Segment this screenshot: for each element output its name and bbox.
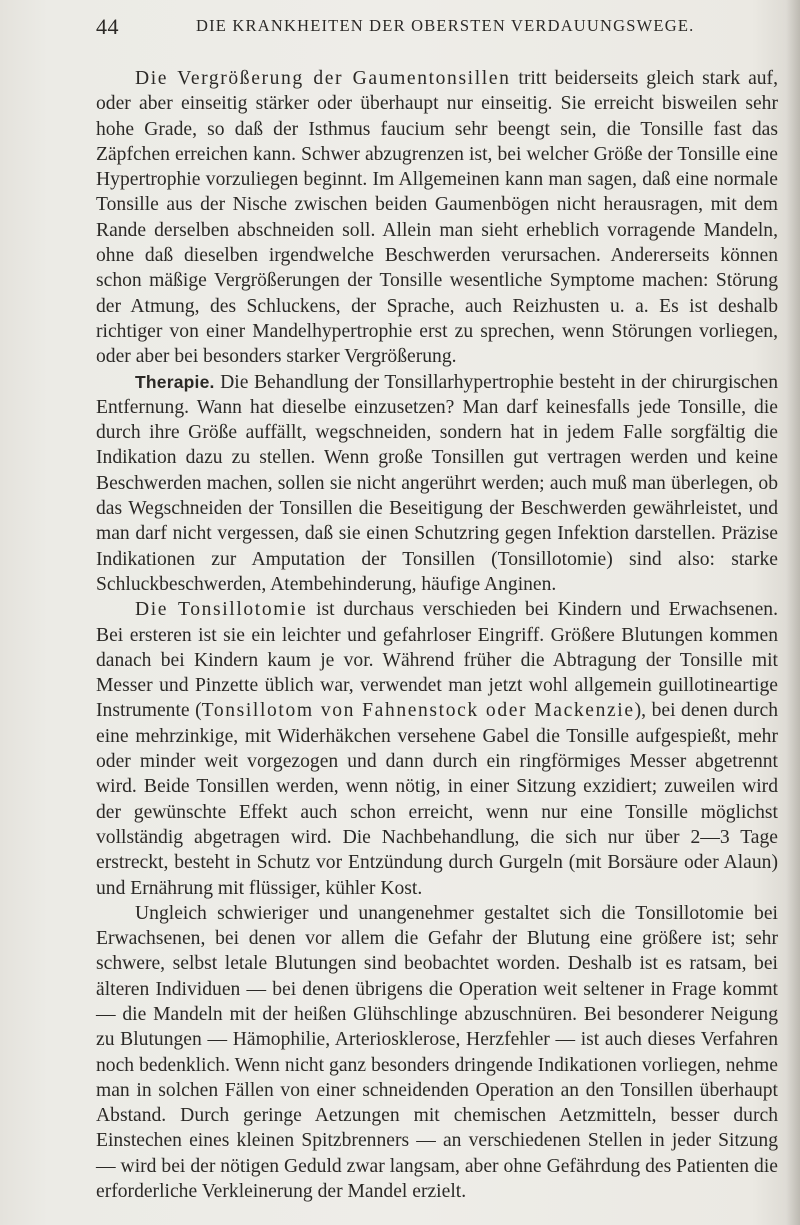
paragraph-text: ist durchaus verschieden bei Kindern und Erwachsenen. Bei ersteren ist sie ein leichter und gefahrloser Eingriff. Größere Blutungen kommen danach bei Kindern kaum je vor. Während früher die Abtragung der Tonsille mit Messer und Pinzette üblich war, verwendet man jetzt wohl allgemein guillotineartige Instrumente ( bbox=[96, 599, 778, 722]
spaced-instrument: Tonsillotom von Fahnenstock oder Mackenzie bbox=[201, 700, 635, 722]
page-number: 44 bbox=[96, 14, 119, 39]
paragraph-text: Die Behandlung der Tonsillarhypertrophie besteht in der chirurgischen Entfernung. Wann hat dieselbe einzusetzen? Man darf keinesfalls jede Tonsille, die durch ihre Größe auffällt, wegschneiden, sondern hat in jedem Falle sorgfältig die Indikation dazu zu stellen. Wenn große Tonsillen gut vertragen werden und keine Beschwerden machen, sollen sie nicht angerührt werden; auch muß man überlegen, ob das Wegschneiden der Tonsillen die Beseitigung der Beschwerden gewährleistet, und man darf nicht vergessen, daß sie einen Schutzring gegen Infektion darstellen. Präzise Indikationen zur Amputation der Tonsillen (Tonsillotomie) sind also: starke Schluckbeschwerden, Atembehinderung, häufige Anginen. bbox=[96, 371, 778, 595]
paragraph-adults bbox=[96, 901, 778, 1205]
spaced-term: Die Tonsillotomie bbox=[135, 599, 308, 621]
body-text bbox=[96, 66, 778, 1204]
running-title: DIE KRANKHEITEN DER OBERSTEN VERDAUUNGSWEGE. bbox=[196, 16, 695, 35]
paragraph-text: ), bei denen durch eine mehrzinkige, mit Widerhäkchen versehene Gabel die Tonsille aufgespießt, mehr oder minder weit vorgezogen und dann durch ein ringförmiges Messer abgetrennt wird. Beide Tonsillen werden, wenn nötig, in einer Sitzung exzidiert; zuweilen wird der gewünschte Effekt auch schon erreicht, wenn nur eine Tonsille möglichst vollständig abgetragen wird. Die Nachbehandlung, die sich nur über 2—3 Tage erstreckt, besteht in Schutz vor Entzündung durch Gurgeln (mit Borsäure oder Alaun) und Ernährung mit flüssiger, kühler Kost. bbox=[96, 700, 778, 899]
paragraph-text: tritt beiderseits gleich stark auf, oder aber einseitig stärker oder überhaupt nur einseitig. Sie erreicht bisweilen sehr hohe Grade, so daß der Isthmus faucium sehr beengt sein, die Tonsille fast das Zäpfchen erreichen kann. Schwer abzugrenzen ist, bei welcher Größe der Tonsille eine Hypertrophie vorzuliegen beginnt. Im Allgemeinen kann man sagen, daß eine normale Tonsille aus der Nische zwischen beiden Gaumenbögen nicht herausragen, mit dem Rande derselben abschneiden soll. Allein man sieht erheblich vorragende Mandeln, ohne daß dieselben irgendwelche Beschwerden verursachen. Andererseits können schon mäßige Vergrößerungen der Tonsille wesentliche Symptome machen: Störung der Atmung, des Schluckens, der Sprache, auch Reizhusten u. a. Es ist deshalb richtiger von einer Mandelhypertrophie erst zu sprechen, wenn Störungen vorliegen, oder aber bei besonders starker Vergrößerung. bbox=[96, 68, 778, 368]
section-lead: Therapie. bbox=[135, 371, 215, 392]
paragraph-text: Ungleich schwieriger und unangenehmer gestaltet sich die Tonsillotomie bei Erwachsenen, bei denen vor allem die Gefahr der Blutung eine größere ist; sehr schwere, selbst letale Blutungen sind beobachtet worden. Deshalb ist es ratsam, bei älteren Individuen — bei denen übrigens die Operation weit seltener in Frage kommt — die Mandeln mit der heißen Glühschlinge abzuschnüren. Bei besonderer Neigung zu Blutungen — Hämophilie, Arteriosklerose, Herzfehler — ist auch dieses Verfahren noch bedenklich. Wenn nicht ganz besonders dringende Indikationen vorliegen, nehme man in solchen Fällen von einer schneidenden Operation an den Tonsillen überhaupt Abstand. Durch geringe Aetzungen mit chemischen Aetzmitteln, besser durch Einstechen eines kleinen Spitzbrenners — an verschiedenen Stellen in jeder Sitzung — wird bei der nötigen Geduld zwar langsam, aber ohne Gefährdung des Patienten die erforderliche Verkleinerung der Mandel erzielt. bbox=[96, 902, 778, 1203]
paragraph-tonsillotomy bbox=[96, 597, 778, 901]
paragraph-enlargement bbox=[96, 66, 778, 370]
spaced-term: Die Vergrößerung der Gaumentonsillen bbox=[135, 68, 511, 89]
page-edge-shadow bbox=[786, 0, 800, 1225]
running-head bbox=[96, 8, 776, 39]
paragraph-therapy bbox=[96, 370, 778, 598]
